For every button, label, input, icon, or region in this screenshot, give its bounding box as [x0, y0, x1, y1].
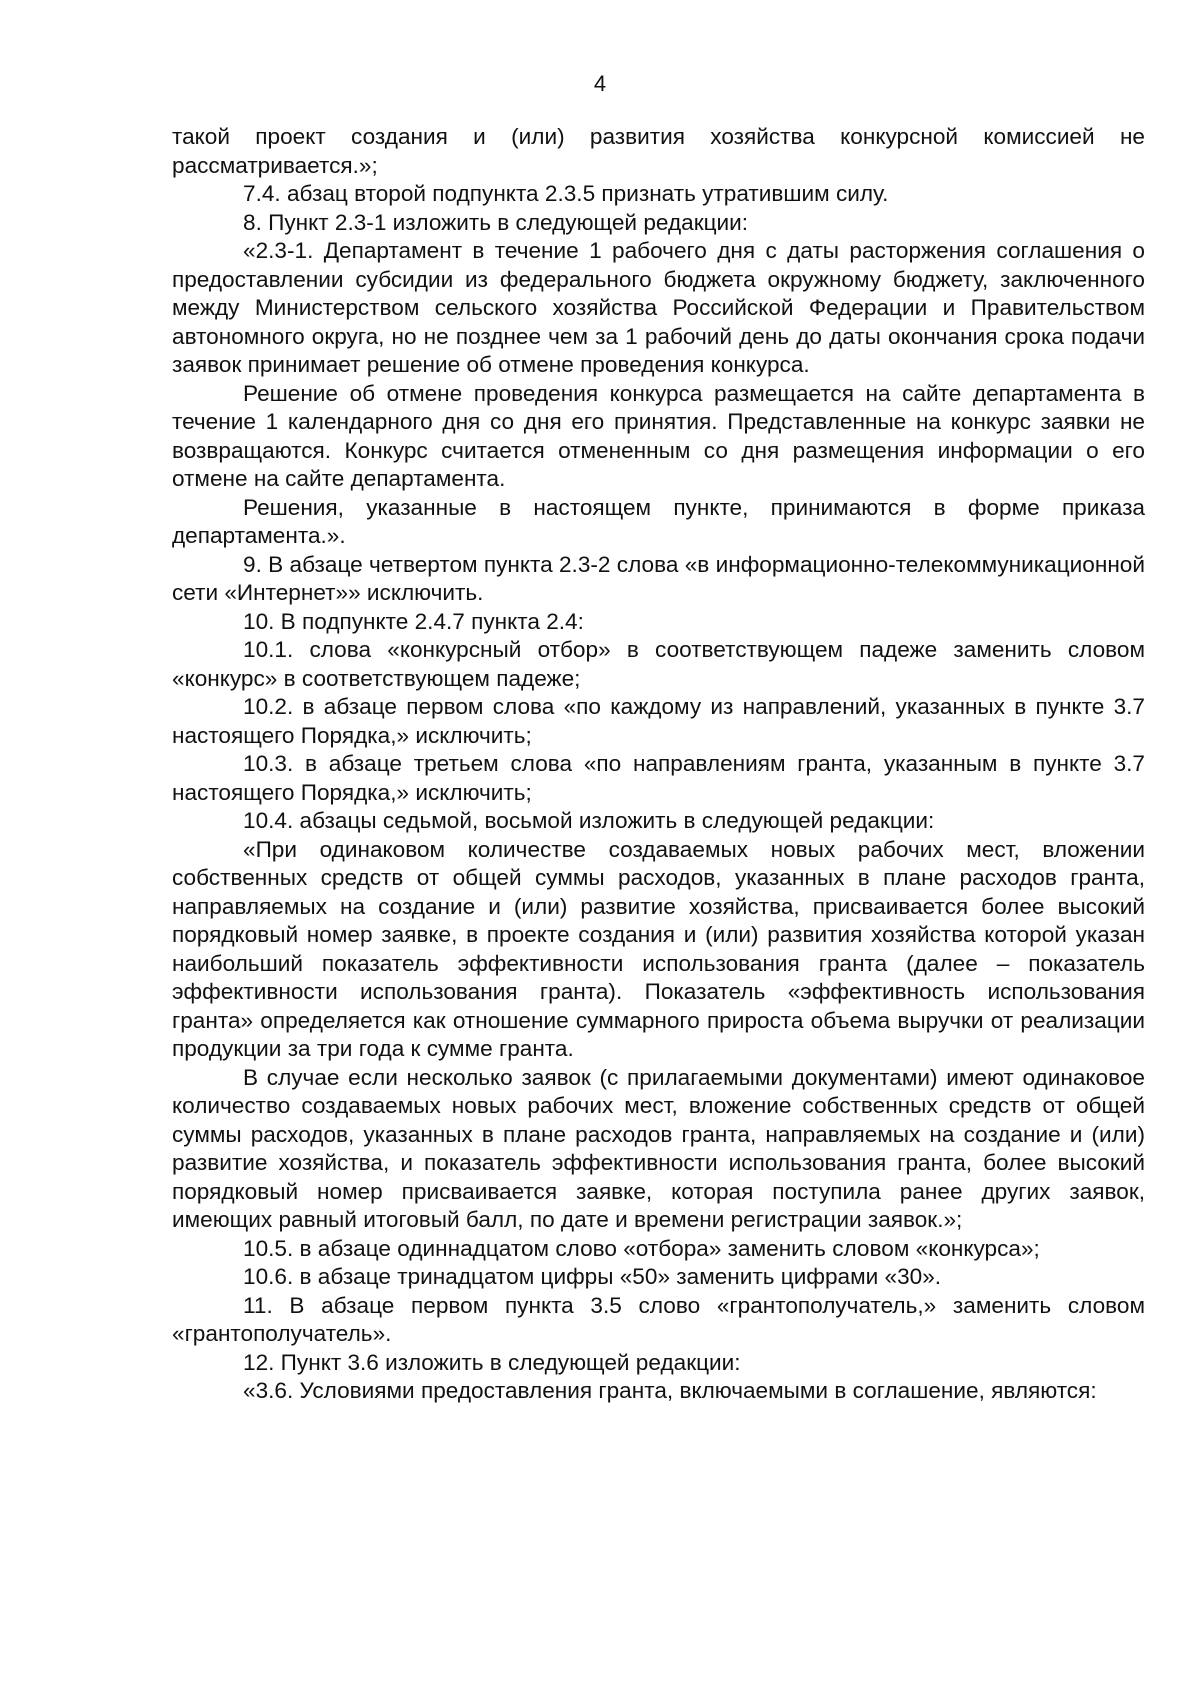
paragraph: Решения, указанные в настоящем пункте, принимаются в форме приказа департамента.». — [172, 494, 1145, 548]
paragraph: 10.6. в абзаце тринадцатом цифры «50» заменить цифрами «30». — [243, 1264, 942, 1289]
page-number: 4 — [593, 71, 607, 96]
paragraph: 11. В абзаце первом пункта 3.5 слово «грантополучатель,» заменить словом «грантополучатель». — [172, 1292, 1145, 1346]
paragraph: В случае если несколько заявок (с прилагаемыми документами) имеют одинаковое количество создаваемых новых рабочих мест, вложение собственных средств от общей суммы расходов, указанных в плане расходов гранта, направляемых на создание и (или) развитие хозяйства, и показатель эффективности использования гранта, более высокий порядковый номер присваивается заявке, которая поступила ранее других заявок, имеющих равный итоговый балл, по дате и времени регистрации заявок.»; — [172, 1064, 1145, 1232]
paragraph: «2.3-1. Департамент в течение 1 рабочего дня с даты расторжения соглашения о предоставлении субсидии из федерального бюджета окружному бюджету, заключенного между Министерством сельского хозяйства Российской Федерации и Правительством автономного округа, но не позднее чем за 1 рабочий день до даты окончания срока подачи заявок принимает решение об отмене проведения конкурса. — [172, 238, 1145, 377]
paragraph: 10.5. в абзаце одиннадцатом слово «отбора» заменить словом «конкурса»; — [243, 1235, 1040, 1261]
document-body — [172, 123, 1145, 1406]
paragraph: 10. В подпункте 2.4.7 пункта 2.4: — [243, 608, 584, 634]
paragraph: Решение об отмене проведения конкурса размещается на сайте департамента в течение 1 календарного дня со дня его принятия. Представленные на конкурс заявки не возвращаются. Конкурс считается отмененным со дня размещения информации о его отмене на сайте департамента. — [172, 380, 1145, 491]
paragraph: 10.4. абзацы седьмой, восьмой изложить в следующей редакции: — [243, 808, 935, 833]
paragraph: 10.3. в абзаце третьем слова «по направлениям гранта, указанным в пункте 3.7 настоящего Порядка,» исключить; — [172, 751, 1145, 805]
paragraph: 9. В абзаце четвертом пункта 2.3-2 слова «в информационно-телекоммуникационной сети «Интернет»» исключить. — [172, 551, 1145, 605]
paragraph: 8. Пункт 2.3-1 изложить в следующей редакции: — [243, 209, 749, 235]
paragraph: 12. Пункт 3.6 изложить в следующей редакции: — [243, 1349, 741, 1375]
paragraph: 10.1. слова «конкурсный отбор» в соответствующем падеже заменить словом «конкурс» в соответствующем падеже; — [172, 637, 1145, 691]
paragraph: «При одинаковом количестве создаваемых новых рабочих мест, вложении собственных средств от общей суммы расходов, указанных в плане расходов гранта, направляемых на создание и (или) развитие хозяйства, присваивается более высокий порядковый номер заявке, в проекте создания и (или) развития хозяйства которой указан наибольший показатель эффективности использования гранта (далее – показатель эффективности использования гранта). Показатель «эффективность использования гранта» определяется как отношение суммарного прироста объема выручки от реализации продукции за три года к сумме гранта. — [172, 836, 1145, 1061]
paragraph: 10.2. в абзаце первом слова «по каждому из направлений, указанных в пункте 3.7 настоящего Порядка,» исключить; — [172, 694, 1145, 748]
paragraph: «3.6. Условиями предоставления гранта, включаемыми в соглашение, являются: — [243, 1378, 1097, 1403]
paragraph: 7.4. абзац второй подпункта 2.3.5 признать утратившим силу. — [243, 181, 889, 206]
paragraph: такой проект создания и (или) развития хозяйства конкурсной комиссией не рассматривается.»; — [172, 124, 1145, 178]
